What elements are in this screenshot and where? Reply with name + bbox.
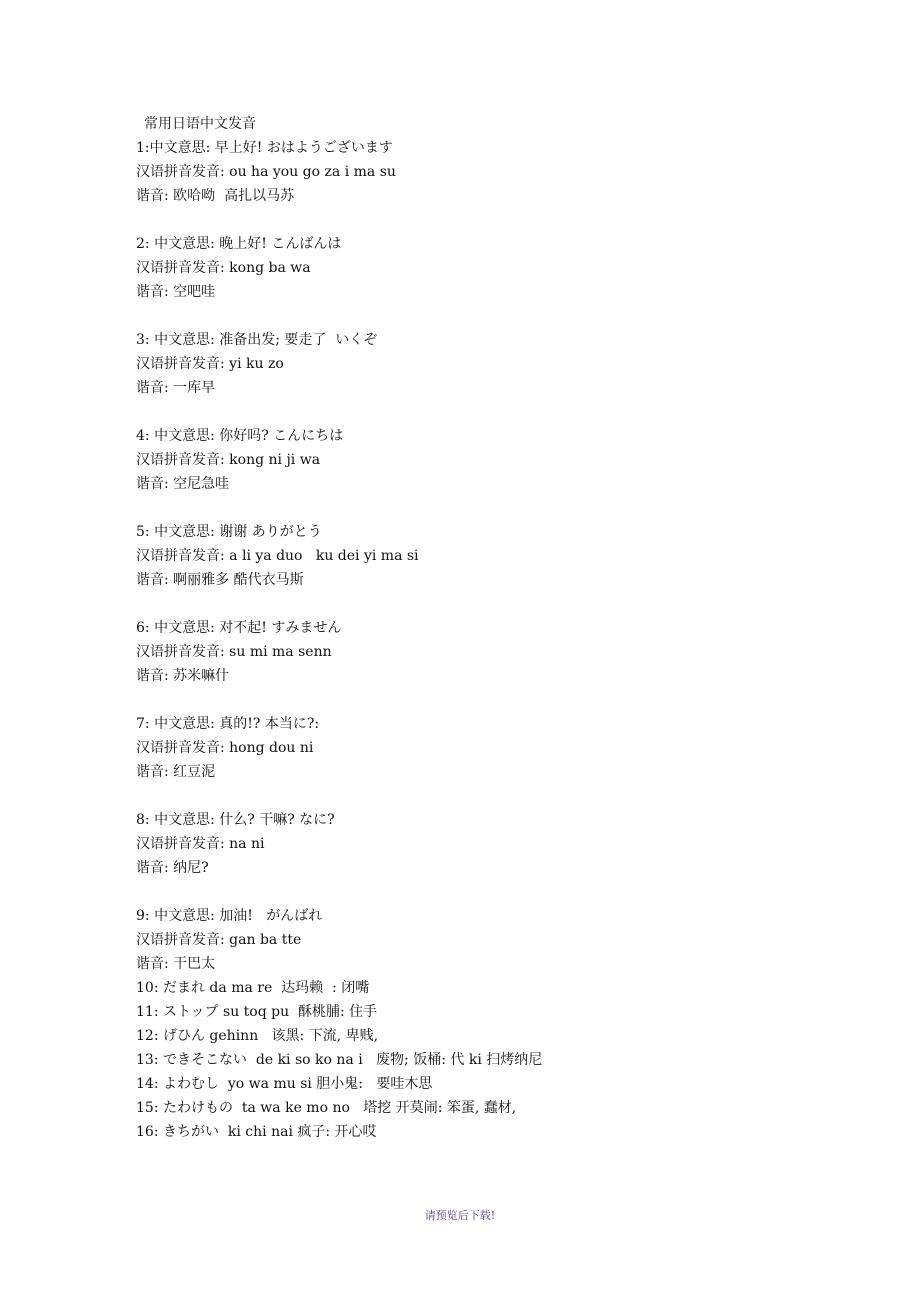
entry-pinyin: 汉语拼音发音: a li ya duo ku dei yi ma si: [136, 548, 419, 564]
entry-3: [136, 328, 876, 400]
entry-meaning: 2: 中文意思: 晚上好! こんばんは: [136, 236, 342, 252]
entry-9: [136, 904, 876, 976]
entry-pinyin: 汉语拼音发音: kong ni ji wa: [136, 452, 321, 468]
entry-6: [136, 616, 876, 688]
entry-meaning: 7: 中文意思: 真的!? 本当に?:: [136, 716, 320, 732]
entry-meaning: 6: 中文意思: 对不起! すみません: [136, 620, 342, 636]
entry-pinyin: 汉语拼音发音: kong ba wa: [136, 260, 311, 276]
short-entry-14: 14: よわむし yo wa mu si 胆小鬼: 要哇木思: [136, 1076, 433, 1092]
short-entries: [136, 976, 876, 1144]
entry-1: [136, 136, 876, 208]
entry-homophone: 谐音: 红豆泥: [136, 764, 216, 780]
blank-line: [136, 304, 876, 328]
entry-5: [136, 520, 876, 592]
entry-homophone: 谐音: 苏米嘛什: [136, 668, 230, 684]
short-entry-10: 10: だまれ da ma re 达玛赖 : 闭嘴: [136, 980, 370, 996]
entry-homophone: 谐音: 干巴太: [136, 956, 216, 972]
entry-pinyin: 汉语拼音发音: na ni: [136, 836, 265, 852]
short-entry-13: 13: できそこない de ki so ko na i 废物; 饭桶: 代 ki 扫烤纳尼: [136, 1052, 543, 1068]
entry-2: [136, 232, 876, 304]
entry-7: [136, 712, 876, 784]
entry-homophone: 谐音: 啊丽雅多 酷代衣马斯: [136, 572, 304, 588]
entry-pinyin: 汉语拼音发音: hong dou ni: [136, 740, 314, 756]
entry-pinyin: 汉语拼音发音: yi ku zo: [136, 356, 284, 372]
entry-homophone: 谐音: 空尼急哇: [136, 476, 230, 492]
blank-line: [136, 592, 876, 616]
blank-line: [136, 784, 876, 808]
entry-4: [136, 424, 876, 496]
entry-pinyin: 汉语拼音发音: ou ha you go za i ma su: [136, 164, 396, 180]
entry-meaning: 8: 中文意思: 什么? 干嘛? なに?: [136, 812, 335, 828]
entry-pinyin: 汉语拼音发音: su mi ma senn: [136, 644, 332, 660]
footer-note: 请预览后下载!: [424, 1209, 496, 1222]
short-entry-11: 11: ストップ su toq pu 酥桃脯: 住手: [136, 1004, 378, 1020]
short-entry-16: 16: きちがい ki chi nai 疯子: 开心哎: [136, 1124, 377, 1140]
blank-line: [136, 688, 876, 712]
entry-8: [136, 808, 876, 880]
entry-homophone: 谐音: 一库早: [136, 380, 216, 396]
blank-line: [136, 400, 876, 424]
blank-line: [136, 208, 876, 232]
entry-meaning: 5: 中文意思: 谢谢 ありがとう: [136, 524, 322, 540]
entry-meaning: 9: 中文意思: 加油! がんばれ: [136, 908, 323, 924]
blank-line: [136, 496, 876, 520]
short-entry-12: 12: げひん gehinn 该黑: 下流, 卑贱,: [136, 1028, 379, 1044]
entry-meaning: 4: 中文意思: 你好吗? こんにちは: [136, 428, 344, 444]
entry-homophone: 谐音: 空吧哇: [136, 284, 216, 300]
document-body: [136, 112, 876, 1144]
entry-pinyin: 汉语拼音发音: gan ba tte: [136, 932, 302, 948]
entry-meaning: 3: 中文意思: 准备出发; 要走了 いくぞ: [136, 332, 378, 348]
document-title: 常用日语中文发音: [144, 116, 256, 132]
blank-line: [136, 880, 876, 904]
entry-homophone: 谐音: 纳尼?: [136, 860, 209, 876]
entry-meaning: 1:中文意思: 早上好! おはようございます: [136, 140, 393, 156]
short-entry-15: 15: たわけもの ta wa ke mo no 塔挖 开莫闹: 笨蛋, 蠢材,: [136, 1100, 517, 1116]
entry-homophone: 谐音: 欧哈呦 高扎以马苏: [136, 188, 295, 204]
